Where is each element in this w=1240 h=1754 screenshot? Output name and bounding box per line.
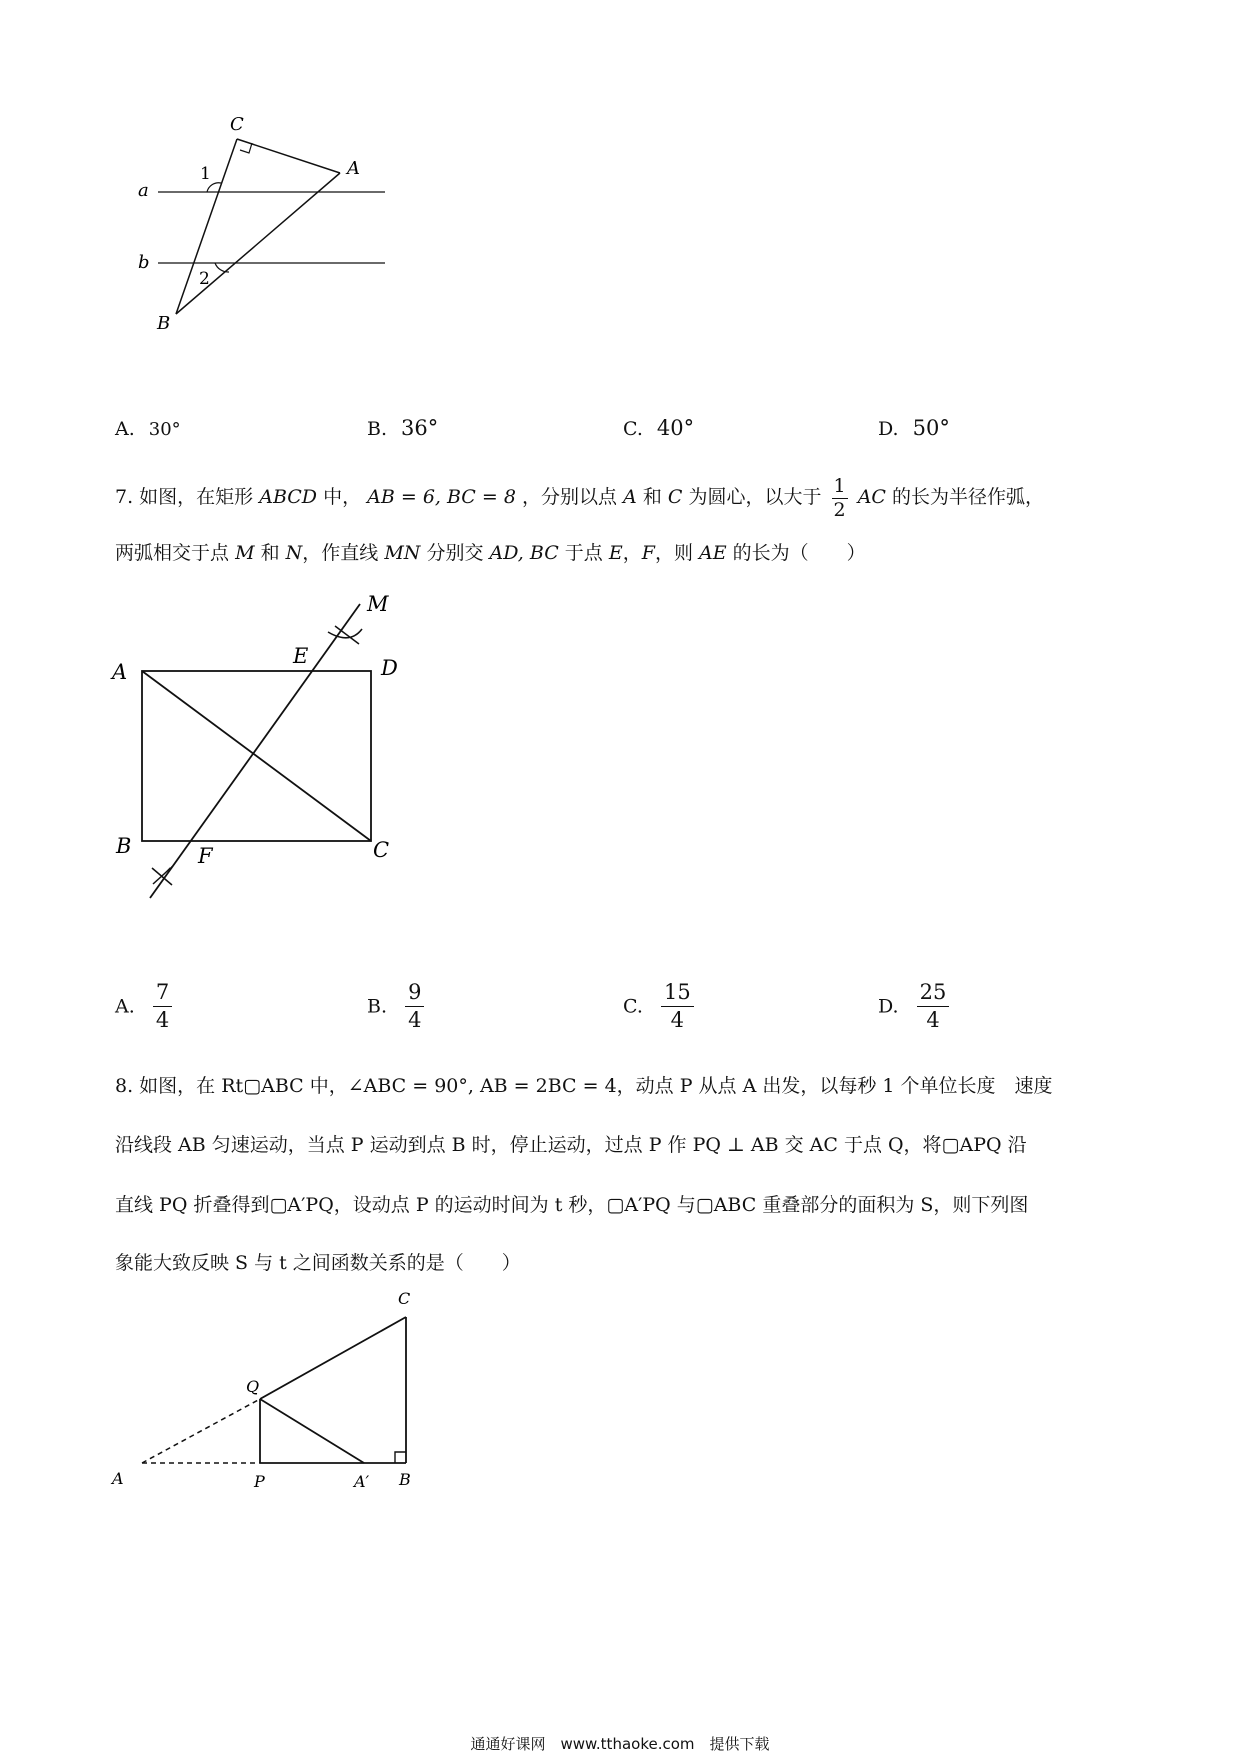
q6-option-b: B. 36° (367, 416, 439, 440)
q7-line-2: 两弧相交于点 M 和 N，作直线 MN 分别交 AD, BC 于点 E，F，则 AE 的长为（ ） (115, 542, 866, 564)
label-a-prime: A′ (354, 1472, 370, 1491)
label-c: C (373, 838, 390, 862)
q8-line-3: 直线 PQ 折叠得到▢A′PQ，设动点 P 的运动时间为 t 秒，▢A′PQ 与▢ABC 重叠部分的面积为 S，则下列图 (115, 1194, 1029, 1216)
label-a: A (347, 158, 360, 179)
diagonal-ac (142, 671, 371, 841)
label-line-b: b (138, 252, 150, 273)
segment-aq-dashed (142, 1399, 260, 1463)
label-c: C (230, 114, 244, 135)
label-angle-1: 1 (200, 164, 211, 184)
figure-q7 (0, 580, 460, 910)
figure-q8 (0, 1280, 460, 1500)
line-mn (150, 604, 360, 898)
q8-line-2: 沿线段 AB 匀速运动，当点 P 运动到点 B 时，停止运动，过点 P 作 PQ ⊥ AB 交 AC 于点 Q，将▢APQ 沿 (115, 1134, 1027, 1156)
segment-qc (260, 1317, 406, 1399)
q7-option-a-fraction: $\frac{7}{4}$ (153, 982, 172, 1031)
label-f: F (198, 844, 213, 868)
label-angle-2: 2 (199, 269, 210, 289)
q7-option-d-fraction: $\frac{25}{4}$ (917, 982, 950, 1031)
q7-line-1: 7. 如图，在矩形 ABCD 中， AB = 6, BC = 8 ，分别以点 A 和 C 为圆心，以大于 $\frac{1}{2}$ AC 的长为半径作弧， (115, 474, 1045, 521)
right-angle-mark (395, 1452, 406, 1463)
q7-option-c: C. $\frac{15}{4}$ (623, 982, 694, 1031)
label-b: B (157, 313, 171, 334)
label-a: A (112, 660, 128, 684)
segment-ca (237, 139, 340, 173)
q8-line-1: 8. 如图，在 Rt▢ABC 中，∠ABC = 90°, AB = 2BC = 4，动点 P 从点 A 出发，以每秒 1 个单位长度 速度 (115, 1075, 1053, 1097)
q7-option-b-fraction: $\frac{9}{4}$ (405, 982, 424, 1031)
label-b: B (399, 1470, 411, 1489)
label-q: Q (246, 1377, 260, 1396)
q6-option-a: A. 30° (115, 418, 181, 440)
q7-option-a: A. $\frac{7}{4}$ (115, 982, 172, 1031)
label-a: A (112, 1469, 124, 1488)
q7-option-b: B. $\frac{9}{4}$ (367, 982, 424, 1031)
label-m: M (367, 592, 389, 616)
label-d: D (381, 656, 398, 680)
segment-qa-prime (260, 1399, 364, 1463)
label-e: E (293, 644, 309, 668)
label-c: C (398, 1289, 411, 1308)
label-p: P (254, 1472, 265, 1491)
page-footer: 通通好课网 www.tthaoke.com 提供下载 (470, 1735, 770, 1753)
q6-option-d: D. 50° (878, 416, 950, 440)
right-angle-mark (240, 143, 252, 153)
label-b: B (116, 834, 132, 858)
q7-option-d: D. $\frac{25}{4}$ (878, 982, 949, 1031)
q8-line-4: 象能大致反映 S 与 t 之间函数关系的是（ ） (115, 1252, 521, 1274)
q6-option-c: C. 40° (623, 416, 695, 440)
figure-q6 (0, 0, 420, 340)
label-line-a: a (138, 180, 149, 201)
q7-option-c-fraction: $\frac{15}{4}$ (661, 982, 694, 1031)
half-fraction: $\frac{1}{2}$ (833, 474, 846, 521)
